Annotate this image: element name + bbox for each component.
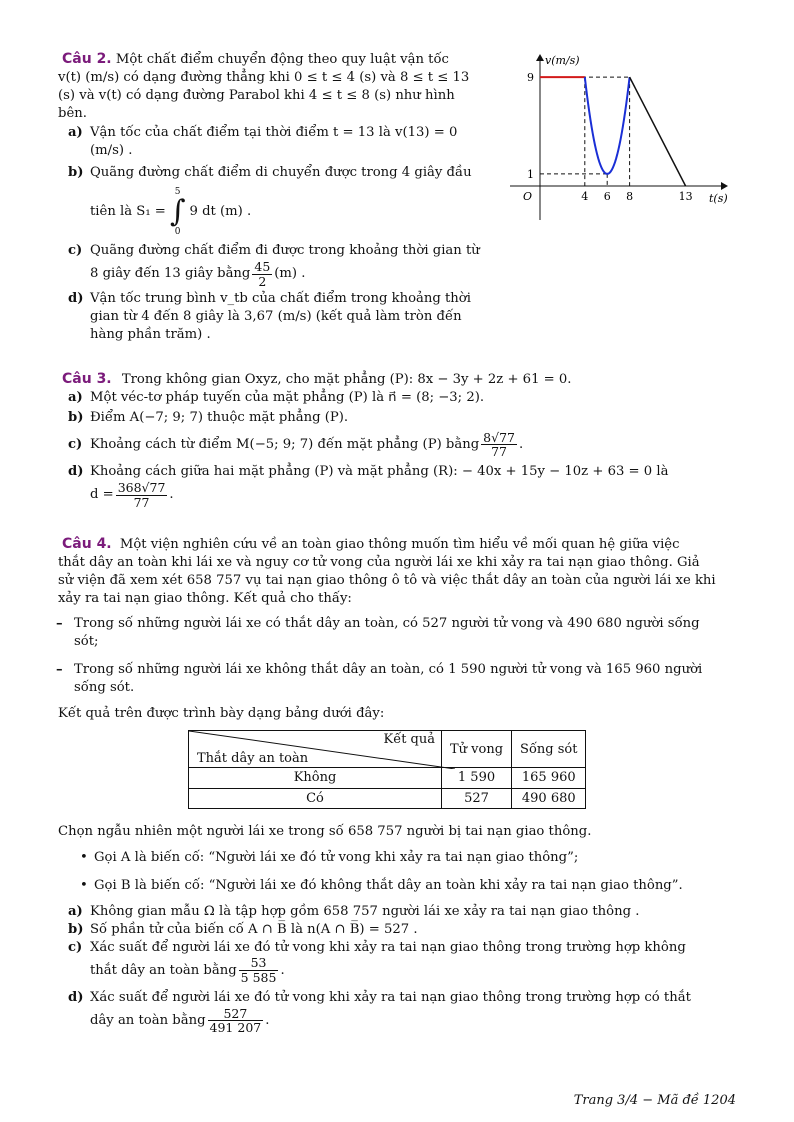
q3-d-text2: d = bbox=[90, 487, 114, 503]
q3-c-text2: . bbox=[518, 436, 524, 452]
q3-c-label: c) bbox=[68, 436, 83, 452]
q2-a-text1: Vận tốc của chất điểm tại thời điểm t = 13 là v(13) = 0 bbox=[90, 125, 458, 141]
row-label: Có bbox=[189, 788, 442, 809]
q4-c-text1: Xác suất để người lái xe đó tử vong khi xảy ra tai nạn giao thông trong trường hợp không bbox=[90, 939, 686, 955]
q2-label: Câu 2. bbox=[62, 51, 112, 67]
bullet-dot: • bbox=[80, 850, 88, 866]
q4-option-b bbox=[58, 921, 738, 939]
q3-d-fraction bbox=[116, 481, 168, 510]
origin-label: O bbox=[523, 190, 533, 203]
q2-d-label: d) bbox=[68, 291, 84, 307]
q4-a-label: a) bbox=[68, 903, 83, 919]
q4-d-fraction bbox=[208, 1007, 264, 1036]
q2-intro-text1: Một chất điểm chuyển động theo quy luật vận tốc bbox=[115, 52, 449, 67]
q3-d-denominator: 77 bbox=[133, 494, 150, 510]
q2-c-text2: 8 giây đến 13 giây bằng bbox=[90, 266, 251, 282]
q2-c-label: c) bbox=[68, 243, 83, 259]
table-cell: 490 680 bbox=[512, 788, 586, 809]
q3-d-text3: . bbox=[169, 487, 174, 503]
q4-c-fraction bbox=[239, 956, 279, 985]
q2-option-a bbox=[58, 124, 498, 160]
q2-option-c bbox=[58, 242, 498, 288]
q4-bullet2-text2: sống sót. bbox=[74, 679, 135, 695]
q4-bullet2-text1: Trong số những người lái xe không thắt dây an toàn, có 1 590 người tử vong và 165 960 người bbox=[74, 661, 703, 677]
q4-d-denominator: 491 207 bbox=[209, 1020, 262, 1036]
header-death: Tử vong bbox=[442, 731, 512, 768]
q4-option-a bbox=[58, 903, 738, 921]
integral-sign: 5 ∫ 0 bbox=[169, 186, 186, 237]
q4-d-text2: dây an toàn bằng bbox=[90, 1013, 206, 1029]
q3-a-text: Một véc-tơ pháp tuyến của mặt phẳng (P) là n⃗ = (8; −3; 2). bbox=[90, 389, 485, 405]
q4-bullet1-text2: sót; bbox=[74, 634, 99, 650]
q3-d-text1: Khoảng cách giữa hai mặt phẳng (P) và mặt phẳng (R): − 40x + 15y − 10z + 63 = 0 là bbox=[90, 464, 669, 480]
header-survive: Sống sót bbox=[512, 731, 586, 768]
q2-b-text2: tiên là S₁ = bbox=[90, 204, 166, 219]
q2-c-fraction bbox=[252, 260, 272, 289]
q2-a-label: a) bbox=[68, 125, 83, 141]
q4-intro-4: xảy ra tai nạn giao thông. Kết quả cho thấy: bbox=[58, 590, 352, 606]
q2-b-text3: 9 dt (m) . bbox=[189, 204, 252, 219]
q3-a-label: a) bbox=[68, 389, 83, 405]
y-tick-label: 1 bbox=[527, 167, 534, 181]
q3-b-label: b) bbox=[68, 409, 84, 425]
question-4 bbox=[58, 535, 738, 1035]
q2-c-text1: Quãng đường chất điểm đi được trong khoảng thời gian từ bbox=[90, 243, 480, 259]
q2-option-d bbox=[58, 290, 498, 343]
dash-marker: – bbox=[56, 616, 63, 632]
x-tick-label: 13 bbox=[678, 190, 693, 203]
q3-label: Câu 3. bbox=[62, 371, 112, 387]
x-axis-label: t(s) bbox=[709, 192, 728, 205]
q4-b-text: Số phần tử của biến cố A ∩ B̅ là n(A ∩ B̅) = 527 . bbox=[90, 921, 418, 937]
q3-d-numerator: 368√77 bbox=[117, 479, 166, 495]
corner-top-label: Kết quả bbox=[383, 732, 435, 748]
q4-event-b bbox=[58, 877, 738, 895]
q4-c-numerator: 53 bbox=[239, 956, 279, 971]
q4-c-denominator: 5 585 bbox=[240, 970, 277, 986]
q2-b-integral-line bbox=[90, 186, 472, 238]
q2-c-denominator: 2 bbox=[258, 273, 267, 289]
q4-option-c bbox=[58, 939, 738, 985]
q4-event-b-text: Gọi B là biến cố: “Người lái xe đó không thắt dây an toàn khi xảy ra tai nạn giao thông”. bbox=[94, 878, 683, 894]
table-row bbox=[189, 788, 586, 809]
graph-marks bbox=[527, 71, 693, 203]
q4-event-a-text: Gọi A là biến cố: “Người lái xe đó tử vong khi xảy ra tai nạn giao thông”; bbox=[94, 850, 579, 866]
table-cell: 527 bbox=[442, 788, 512, 809]
q3-intro: Trong không gian Oxyz, cho mặt phẳng (P): 8x − 3y + 2z + 61 = 0. bbox=[121, 372, 572, 387]
q4-bullet1-text1: Trong số những người lái xe có thắt dây an toàn, có 527 người tử vong và 490 680 người sống bbox=[74, 616, 700, 632]
q4-option-d bbox=[58, 989, 738, 1035]
q4-a-text: Không gian mẫu Ω là tập hợp gồm 658 757 người lái xe xảy ra tai nạn giao thông . bbox=[90, 903, 640, 919]
question-3 bbox=[58, 370, 738, 509]
q3-b-text: Điểm A(−7; 9; 7) thuộc mặt phẳng (P). bbox=[90, 409, 349, 425]
integral-lower: 0 bbox=[174, 226, 181, 237]
q4-intro-3: sử viện đã xem xét 658 757 vụ tai nạn giao thông ô tô và việc thắt dây an toàn của người lái xe khi bbox=[58, 572, 716, 588]
q2-b-label: b) bbox=[68, 164, 84, 180]
row-label: Không bbox=[189, 768, 442, 789]
q2-intro-text3: (s) và v(t) có dạng đường Parabol khi 4 ≤ t ≤ 8 (s) như hình bbox=[58, 87, 455, 103]
table-corner-cell bbox=[189, 731, 442, 768]
bullet-dot: • bbox=[80, 878, 88, 894]
q3-option-d bbox=[58, 463, 738, 509]
velocity-graph bbox=[505, 50, 735, 225]
q3-c-fraction bbox=[481, 431, 517, 460]
q4-table-intro: Kết quả trên được trình bày dạng bảng dưới đây: bbox=[58, 705, 385, 721]
q2-c-text3: (m) . bbox=[274, 266, 306, 282]
q2-option-b bbox=[58, 164, 498, 238]
q4-b-label: b) bbox=[68, 921, 84, 937]
corner-bottom-label: Thắt dây an toàn bbox=[197, 750, 309, 766]
series-segment-decreasing bbox=[630, 77, 686, 186]
q3-option-c bbox=[58, 431, 738, 460]
q3-c-denominator: 77 bbox=[491, 444, 508, 460]
q4-c-label: c) bbox=[68, 939, 83, 955]
q4-dash-item-2 bbox=[58, 661, 738, 697]
table-cell: 165 960 bbox=[512, 768, 586, 789]
q4-c-text3: . bbox=[280, 962, 285, 978]
result-table bbox=[188, 730, 586, 809]
q3-c-numerator: 8√77 bbox=[483, 429, 515, 445]
q4-intro-1: Một viện nghiên cứu về an toàn giao thông muốn tìm hiểu về mối quan hệ giữa việc bbox=[119, 537, 680, 552]
x-tick-label: 6 bbox=[603, 190, 611, 203]
q2-intro-text4: bên. bbox=[58, 105, 87, 121]
question-2 bbox=[58, 50, 498, 344]
q3-option-a bbox=[58, 389, 738, 407]
q4-choose-text: Chọn ngẫu nhiên một người lái xe trong số 658 757 người bị tai nạn giao thông. bbox=[58, 824, 592, 840]
table-row bbox=[189, 768, 586, 789]
q2-b-text1: Quãng đường chất điểm di chuyển được trong 4 giây đầu bbox=[90, 164, 472, 180]
q4-intro-2: thắt dây an toàn khi lái xe và nguy cơ tử vong của người lái xe khi xảy ra tai nạn giao thông. Giả bbox=[58, 554, 700, 570]
y-axis-label: v(m/s) bbox=[545, 54, 580, 67]
q2-c-numerator: 45 bbox=[254, 258, 271, 274]
integral-upper: 5 bbox=[174, 186, 181, 197]
page-footer: Trang 3/4 − Mã đề 1204 bbox=[573, 1093, 736, 1108]
q4-d-text3: . bbox=[265, 1013, 270, 1029]
q4-d-numerator: 527 bbox=[208, 1007, 264, 1022]
q3-option-b bbox=[58, 409, 738, 427]
q4-c-text2: thắt dây an toàn bằng bbox=[90, 962, 237, 978]
q2-d-text2: gian từ 4 đến 8 giây là 3,67 (m/s) (kết quả làm tròn đến bbox=[90, 309, 462, 325]
q4-dash-item-1 bbox=[58, 615, 738, 651]
dash-marker: – bbox=[56, 661, 63, 677]
q2-d-text1: Vận tốc trung bình v_tb của chất điểm trong khoảng thời bbox=[90, 291, 471, 307]
q4-d-text1: Xác suất để người lái xe đó tử vong khi xảy ra tai nạn giao thông trong trường hợp có thắt bbox=[90, 989, 691, 1005]
q3-c-text1: Khoảng cách từ điểm M(−5; 9; 7) đến mặt phẳng (P) bằng bbox=[90, 436, 480, 452]
q2-intro-line1 bbox=[58, 50, 498, 69]
q2-intro-text2: v(t) (m/s) có dạng đường thẳng khi 0 ≤ t ≤ 4 (s) và 8 ≤ t ≤ 13 bbox=[58, 69, 470, 85]
x-tick-label: 8 bbox=[626, 190, 634, 203]
q2-d-text3: hàng phần trăm) . bbox=[90, 326, 211, 342]
q4-event-a bbox=[58, 849, 738, 867]
q4-label: Câu 4. bbox=[62, 536, 112, 552]
series-parabola bbox=[585, 77, 630, 174]
table-cell: 1 590 bbox=[442, 768, 512, 789]
y-tick-label: 9 bbox=[527, 71, 534, 85]
q3-d-label: d) bbox=[68, 464, 84, 480]
x-tick-label: 4 bbox=[581, 190, 589, 203]
q2-a-text2: (m/s) . bbox=[90, 143, 133, 159]
q4-d-label: d) bbox=[68, 989, 84, 1005]
